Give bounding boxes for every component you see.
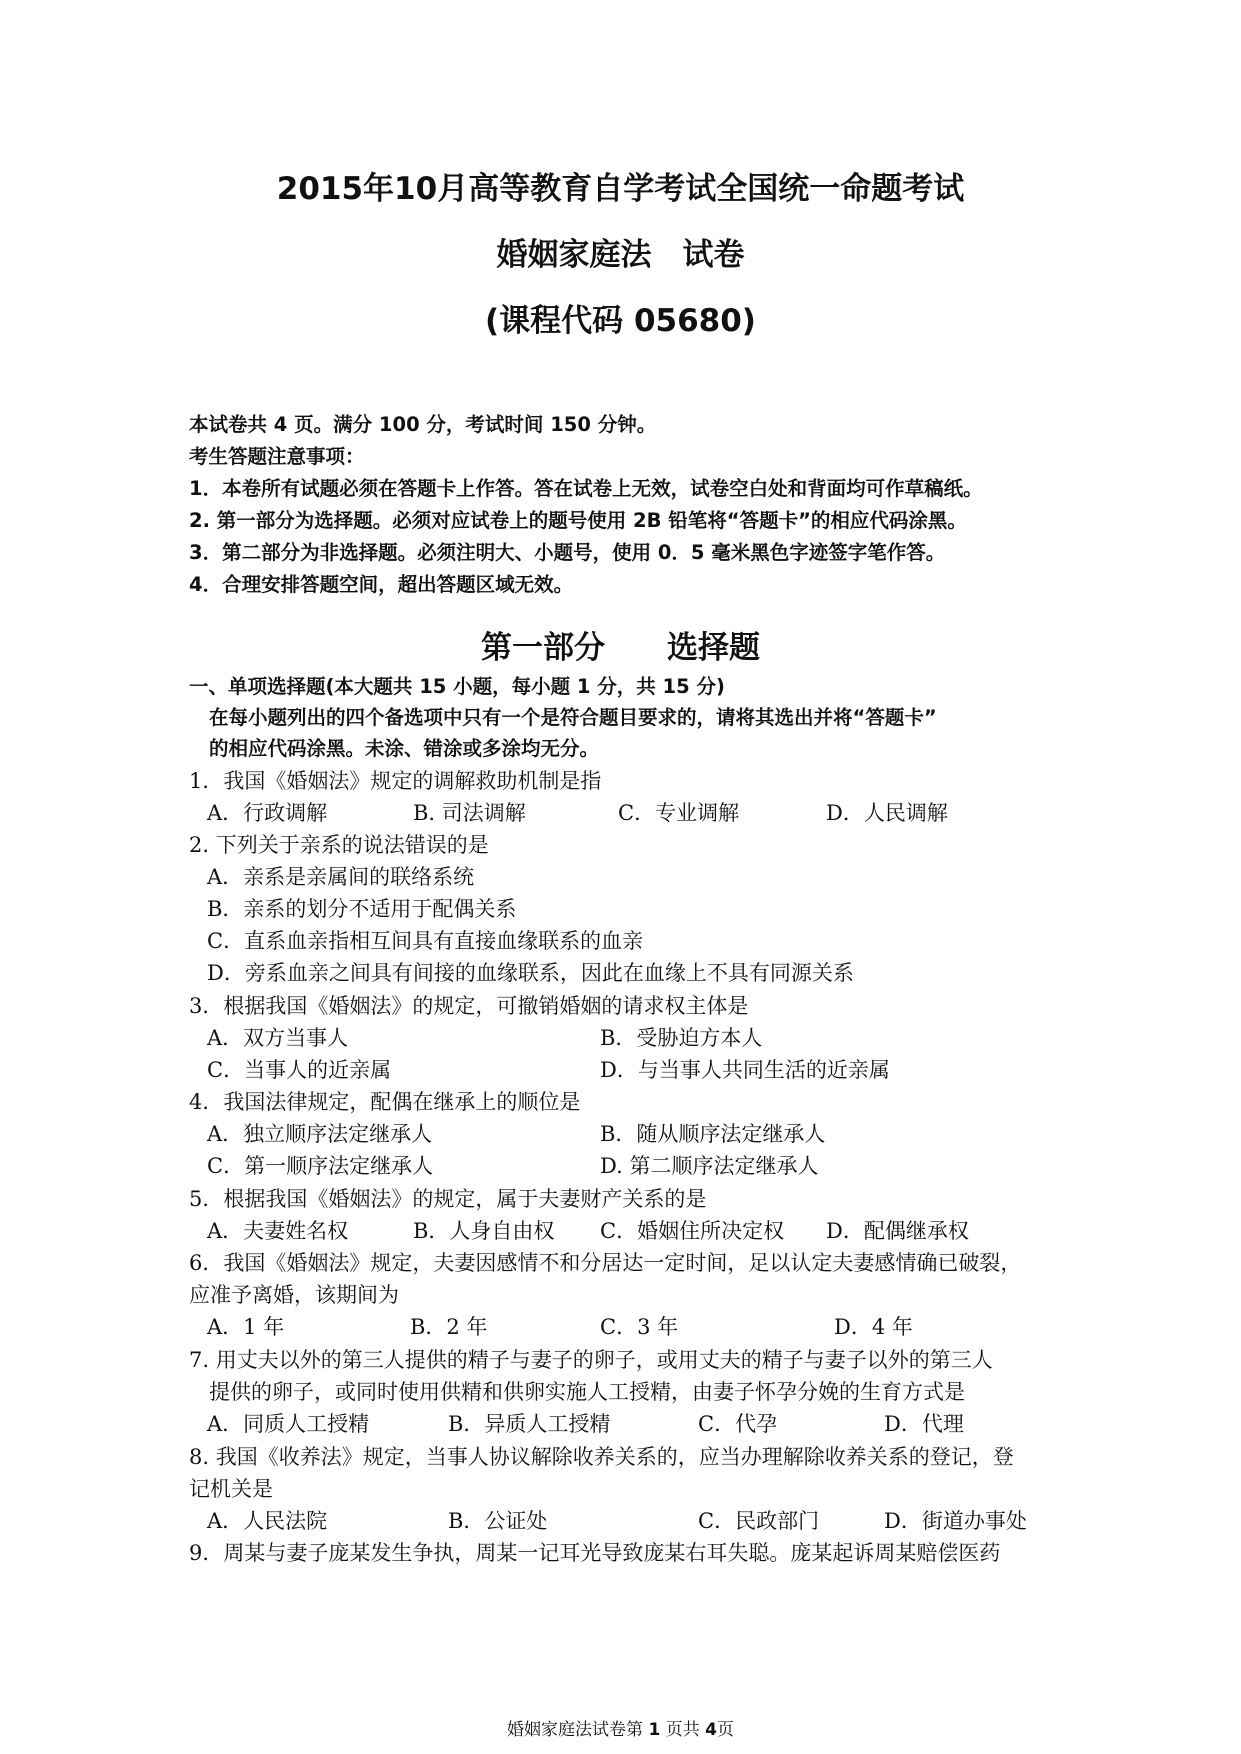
option: B．亲系的划分不适用于配偶关系: [207, 897, 517, 921]
course-code: (课程代码 05680): [485, 303, 756, 339]
question-stem: 8. 我国《收养法》规定，当事人协议解除收养关系的，应当办理解除收养关系的登记，登: [189, 1445, 1014, 1469]
instruction-line: 3．第二部分为非选择题。必须注明大、小题号，使用 0．5 毫米黑色字迹签字笔作答。: [189, 541, 946, 564]
instruction-line: 本试卷共 4 页。满分 100 分，考试时间 150 分钟。: [189, 413, 657, 436]
option: B. 司法调解: [413, 801, 526, 825]
instruction-line: 4．合理安排答题空间，超出答题区域无效。: [189, 573, 574, 596]
instruction-line: 1．本卷所有试题必须在答题卡上作答。答在试卷上无效，试卷空白处和背面均可作草稿纸。: [189, 477, 983, 500]
option: D．人民调解: [826, 801, 948, 825]
option: A．1 年: [207, 1315, 285, 1339]
option: B．人身自由权: [413, 1219, 555, 1243]
option: B．随从顺序法定继承人: [600, 1122, 826, 1146]
option: D．与当事人共同生活的近亲属: [600, 1058, 890, 1082]
option: D．配偶继承权: [826, 1219, 969, 1243]
option: D．4 年: [834, 1315, 913, 1339]
footer-prefix: 婚姻家庭法试卷第: [507, 1720, 644, 1740]
option: C．婚姻住所决定权: [600, 1219, 785, 1243]
option: A．夫妻姓名权: [207, 1219, 349, 1243]
option: A．独立顺序法定继承人: [207, 1122, 433, 1146]
instruction-line: 2. 第一部分为选择题。必须对应试卷上的题号使用 2B 铅笔将“答题卡”的相应代码涂黑。: [189, 509, 967, 532]
option: A．亲系是亲属间的联络系统: [207, 865, 475, 889]
option: D．旁系血亲之间具有间接的血缘联系，因此在血缘上不具有同源关系: [207, 961, 854, 985]
option: A．行政调解: [207, 801, 328, 825]
question-stem: 7. 用丈夫以外的第三人提供的精子与妻子的卵子，或用丈夫的精子与妻子以外的第三人: [189, 1348, 993, 1372]
option: C．代孕: [698, 1412, 778, 1436]
option: B．2 年: [410, 1315, 488, 1339]
section-note: 在每小题列出的四个备选项中只有一个是符合题目要求的，请将其选出并将“答题卡”: [209, 706, 937, 729]
option: D. 第二顺序法定继承人: [600, 1154, 819, 1178]
page-footer: [0, 1715, 1241, 1740]
footer-suffix: 页: [716, 1720, 734, 1740]
question-stem: 应准予离婚，该期间为: [189, 1283, 399, 1307]
option: B．异质人工授精: [448, 1412, 611, 1436]
question-stem: 1．我国《婚姻法》规定的调解救助机制是指: [189, 769, 602, 793]
option: A．人民法院: [207, 1509, 328, 1533]
question-stem: 3．根据我国《婚姻法》的规定，可撤销婚姻的请求权主体是: [189, 994, 749, 1018]
section-heading: 一、单项选择题(本大题共 15 小题，每小题 1 分，共 15 分): [189, 675, 725, 698]
option: B．公证处: [448, 1509, 548, 1533]
option: B．受胁迫方本人: [600, 1026, 763, 1050]
question-stem: 6．我国《婚姻法》规定，夫妻因感情不和分居达一定时间，足以认定夫妻感情确已破裂，: [189, 1251, 1022, 1275]
option: A．同质人工授精: [207, 1412, 370, 1436]
question-stem: 9．周某与妻子庞某发生争执，周某一记耳光导致庞某右耳失聪。庞某起诉周某赔偿医药: [189, 1541, 1001, 1565]
option: C．直系血亲指相互间具有直接血缘联系的血亲: [207, 929, 644, 953]
footer-middle: 页共: [665, 1720, 700, 1740]
option: D．街道办事处: [884, 1509, 1027, 1533]
instruction-line: 考生答题注意事项：: [189, 445, 365, 468]
option: C．当事人的近亲属: [207, 1058, 392, 1082]
exam-subject: 婚姻家庭法 试卷: [496, 237, 745, 273]
section-note: 的相应代码涂黑。未涂、错涂或多涂均无分。: [209, 737, 600, 760]
question-stem: 记机关是: [189, 1477, 273, 1501]
question-stem: 提供的卵子，或同时使用供精和供卵实施人工授精，由妻子怀孕分娩的生育方式是: [209, 1380, 965, 1404]
option: C．第一顺序法定继承人: [207, 1154, 434, 1178]
part-one-title: 第一部分 选择题: [481, 630, 760, 666]
footer-page-number: 1: [648, 1720, 661, 1740]
question-stem: 4．我国法律规定，配偶在继承上的顺位是: [189, 1090, 581, 1114]
question-stem: 5．根据我国《婚姻法》的规定，属于夫妻财产关系的是: [189, 1187, 707, 1211]
option: A．双方当事人: [207, 1026, 349, 1050]
footer-total-pages: 4: [705, 1720, 717, 1740]
question-stem: 2. 下列关于亲系的说法错误的是: [189, 833, 489, 857]
option: C．3 年: [600, 1315, 679, 1339]
exam-title: 2015年10月高等教育自学考试全国统一命题考试: [276, 171, 965, 207]
option: C．专业调解: [618, 801, 740, 825]
option: C．民政部门: [698, 1509, 820, 1533]
option: D．代理: [884, 1412, 964, 1436]
